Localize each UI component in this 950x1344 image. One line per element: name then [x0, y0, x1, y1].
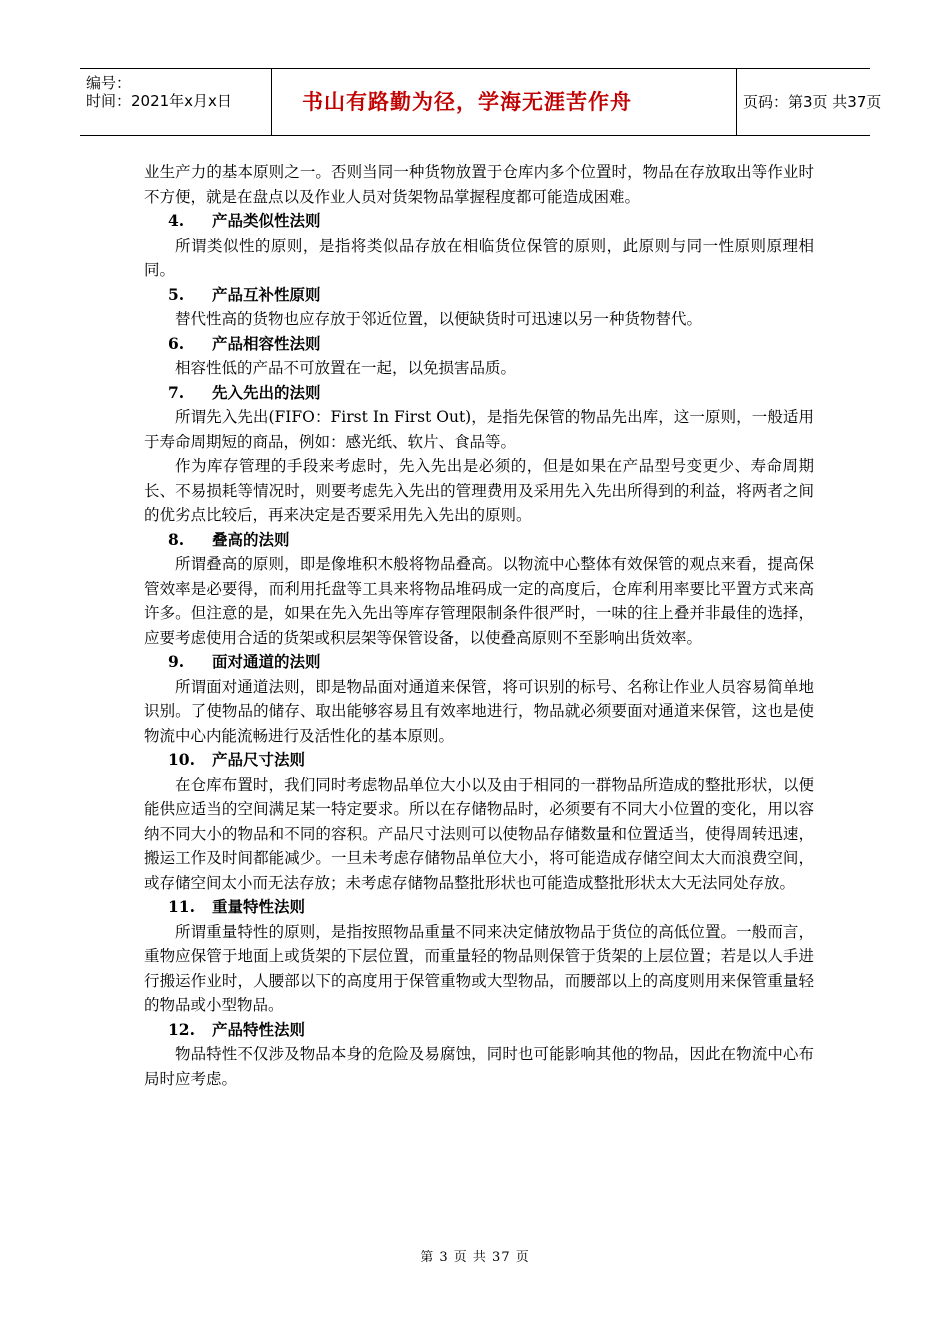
section-paragraph: 所谓面对通道法则，即是物品面对通道来保管，将可识别的标号、名称让作业人员容易简单地识别。了使物品的储存、取出能够容易且有效率地进行，物品就必须要面对通道来保管，这也是使物流中心内能流畅进行及活性化的基本原则。 — [144, 677, 814, 745]
section-title: 面对通道的法则 — [212, 652, 321, 671]
section-heading-12 — [144, 1018, 814, 1043]
section-heading-11 — [144, 895, 814, 920]
section-paragraph: 所谓叠高的原则，即是像堆积木般将物品叠高。以物流中心整体有效保管的观点来看，提高保管效率是必要得，而利用托盘等工具来将物品堆码成一定的高度后，仓库利用率要比平置方式来高许多。但注意的是，如果在先入先出等库存管理限制条件很严时，一味的往上叠并非最佳的选择，应要考虑使用合适的货架或积层架等保管设备，以使叠高原则不至影响出货效率。 — [144, 555, 814, 647]
section-number: 9. — [168, 652, 185, 671]
section-number: 11. — [168, 897, 195, 916]
section-title: 产品互补性原则 — [212, 284, 321, 304]
header-meta-cell — [80, 69, 272, 135]
section-paragraph: 所谓重量特性的原则，是指按照物品重量不同来决定储放物品于货位的高低位置。一般而言，重物应保管于地面上或货架的下层位置，而重量轻的物品则保管于货架的上层位置；若是以人手进行搬运作业时，人腰部以下的高度用于保管重物或大型物品，而腰部以上的高度则用来保管重量轻的物品或小型物品。 — [144, 922, 814, 1014]
section-title: 叠高的法则 — [212, 529, 290, 549]
section-heading-8 — [144, 528, 814, 553]
section-paragraph: 替代性高的货物也应存放于邻近位置，以便缺货时可迅速以另一种货物替代。 — [175, 310, 703, 328]
section-heading-4 — [144, 209, 814, 234]
section-title: 产品相容性法则 — [212, 333, 321, 353]
section-paragraph: 在仓库布置时，我们同时考虑物品单位大小以及由于相同的一群物品所造成的整批形状，以便能供应适当的空间满足某一特定要求。所以在存储物品时，必须要有不同大小位置的变化，用以容纳不同大小的物品和不同的容积。产品尺寸法则可以使物品存储数量和位置适当，使得周转迅速，搬运工作及时间都能减少。一旦未考虑存储物品单位大小，将可能造成存储空间太大而浪费空间，或存储空间太小而无法存放；未考虑存储物品整批形状也可能造成整批形状太大无法同处存放。 — [144, 775, 814, 892]
page-footer: 第 3 页 共 37 页 — [420, 1250, 530, 1265]
section-paragraph: 所谓先入先出(FIFO：First In First Out)，是指先保管的物品先出库，这一原则，一般适用于寿命周期短的商品，例如：感光纸、软片、食品等。 — [144, 408, 814, 451]
section-paragraph: 所谓类似性的原则，是指将类似品存放在相临货位保管的原则，此原则与同一性原则原理相同。 — [144, 236, 814, 279]
section-number: 5. — [168, 284, 185, 304]
header-page-info: 页码：第3页 共37页 — [743, 93, 882, 111]
intro-paragraph: 业生产力的基本原则之一。否则当同一种货物放置于仓库内多个位置时，物品在存放取出等作业时不方便，就是在盘点以及作业人员对货架物品掌握程度都可能造成困难。 — [144, 163, 814, 206]
section-paragraph: 物品特性不仅涉及物品本身的危险及易腐蚀，同时也可能影响其他的物品，因此在物流中心布局时应考虑。 — [144, 1045, 814, 1088]
section-heading-9 — [144, 650, 814, 675]
section-number: 6. — [168, 333, 185, 353]
section-title: 重量特性法则 — [212, 897, 306, 916]
page-header — [80, 68, 882, 136]
section-title: 产品尺寸法则 — [212, 750, 306, 769]
section-number: 12. — [168, 1019, 195, 1039]
section-number: 10. — [168, 750, 195, 769]
section-heading-5 — [144, 283, 814, 308]
section-number: 8. — [168, 529, 185, 549]
section-heading-6 — [144, 332, 814, 357]
section-paragraph: 作为库存管理的手段来考虑时，先入先出是必须的，但是如果在产品型号变更少、寿命周期长、不易损耗等情况时，则要考虑先入先出的管理费用及采用先入先出所得到的利益，将两者之间的优劣点比较后，再来决定是否要采用先入先出的原则。 — [144, 457, 814, 524]
document-body — [144, 160, 814, 1091]
section-number: 4. — [168, 211, 185, 230]
section-paragraph: 相容性低的产品不可放置在一起，以免损害品质。 — [175, 359, 517, 377]
section-title: 先入先出的法则 — [212, 382, 321, 402]
section-heading-7 — [144, 381, 814, 406]
section-number: 7. — [168, 382, 185, 402]
document-date-label: 时间：2021年x月x日 — [86, 92, 232, 110]
document-number-label: 编号： — [86, 74, 132, 92]
section-heading-10 — [144, 748, 814, 773]
header-motto: 书山有路勤为径，学海无涯苦作舟 — [272, 69, 737, 135]
section-title: 产品特性法则 — [212, 1019, 306, 1039]
section-title: 产品类似性法则 — [212, 211, 321, 230]
